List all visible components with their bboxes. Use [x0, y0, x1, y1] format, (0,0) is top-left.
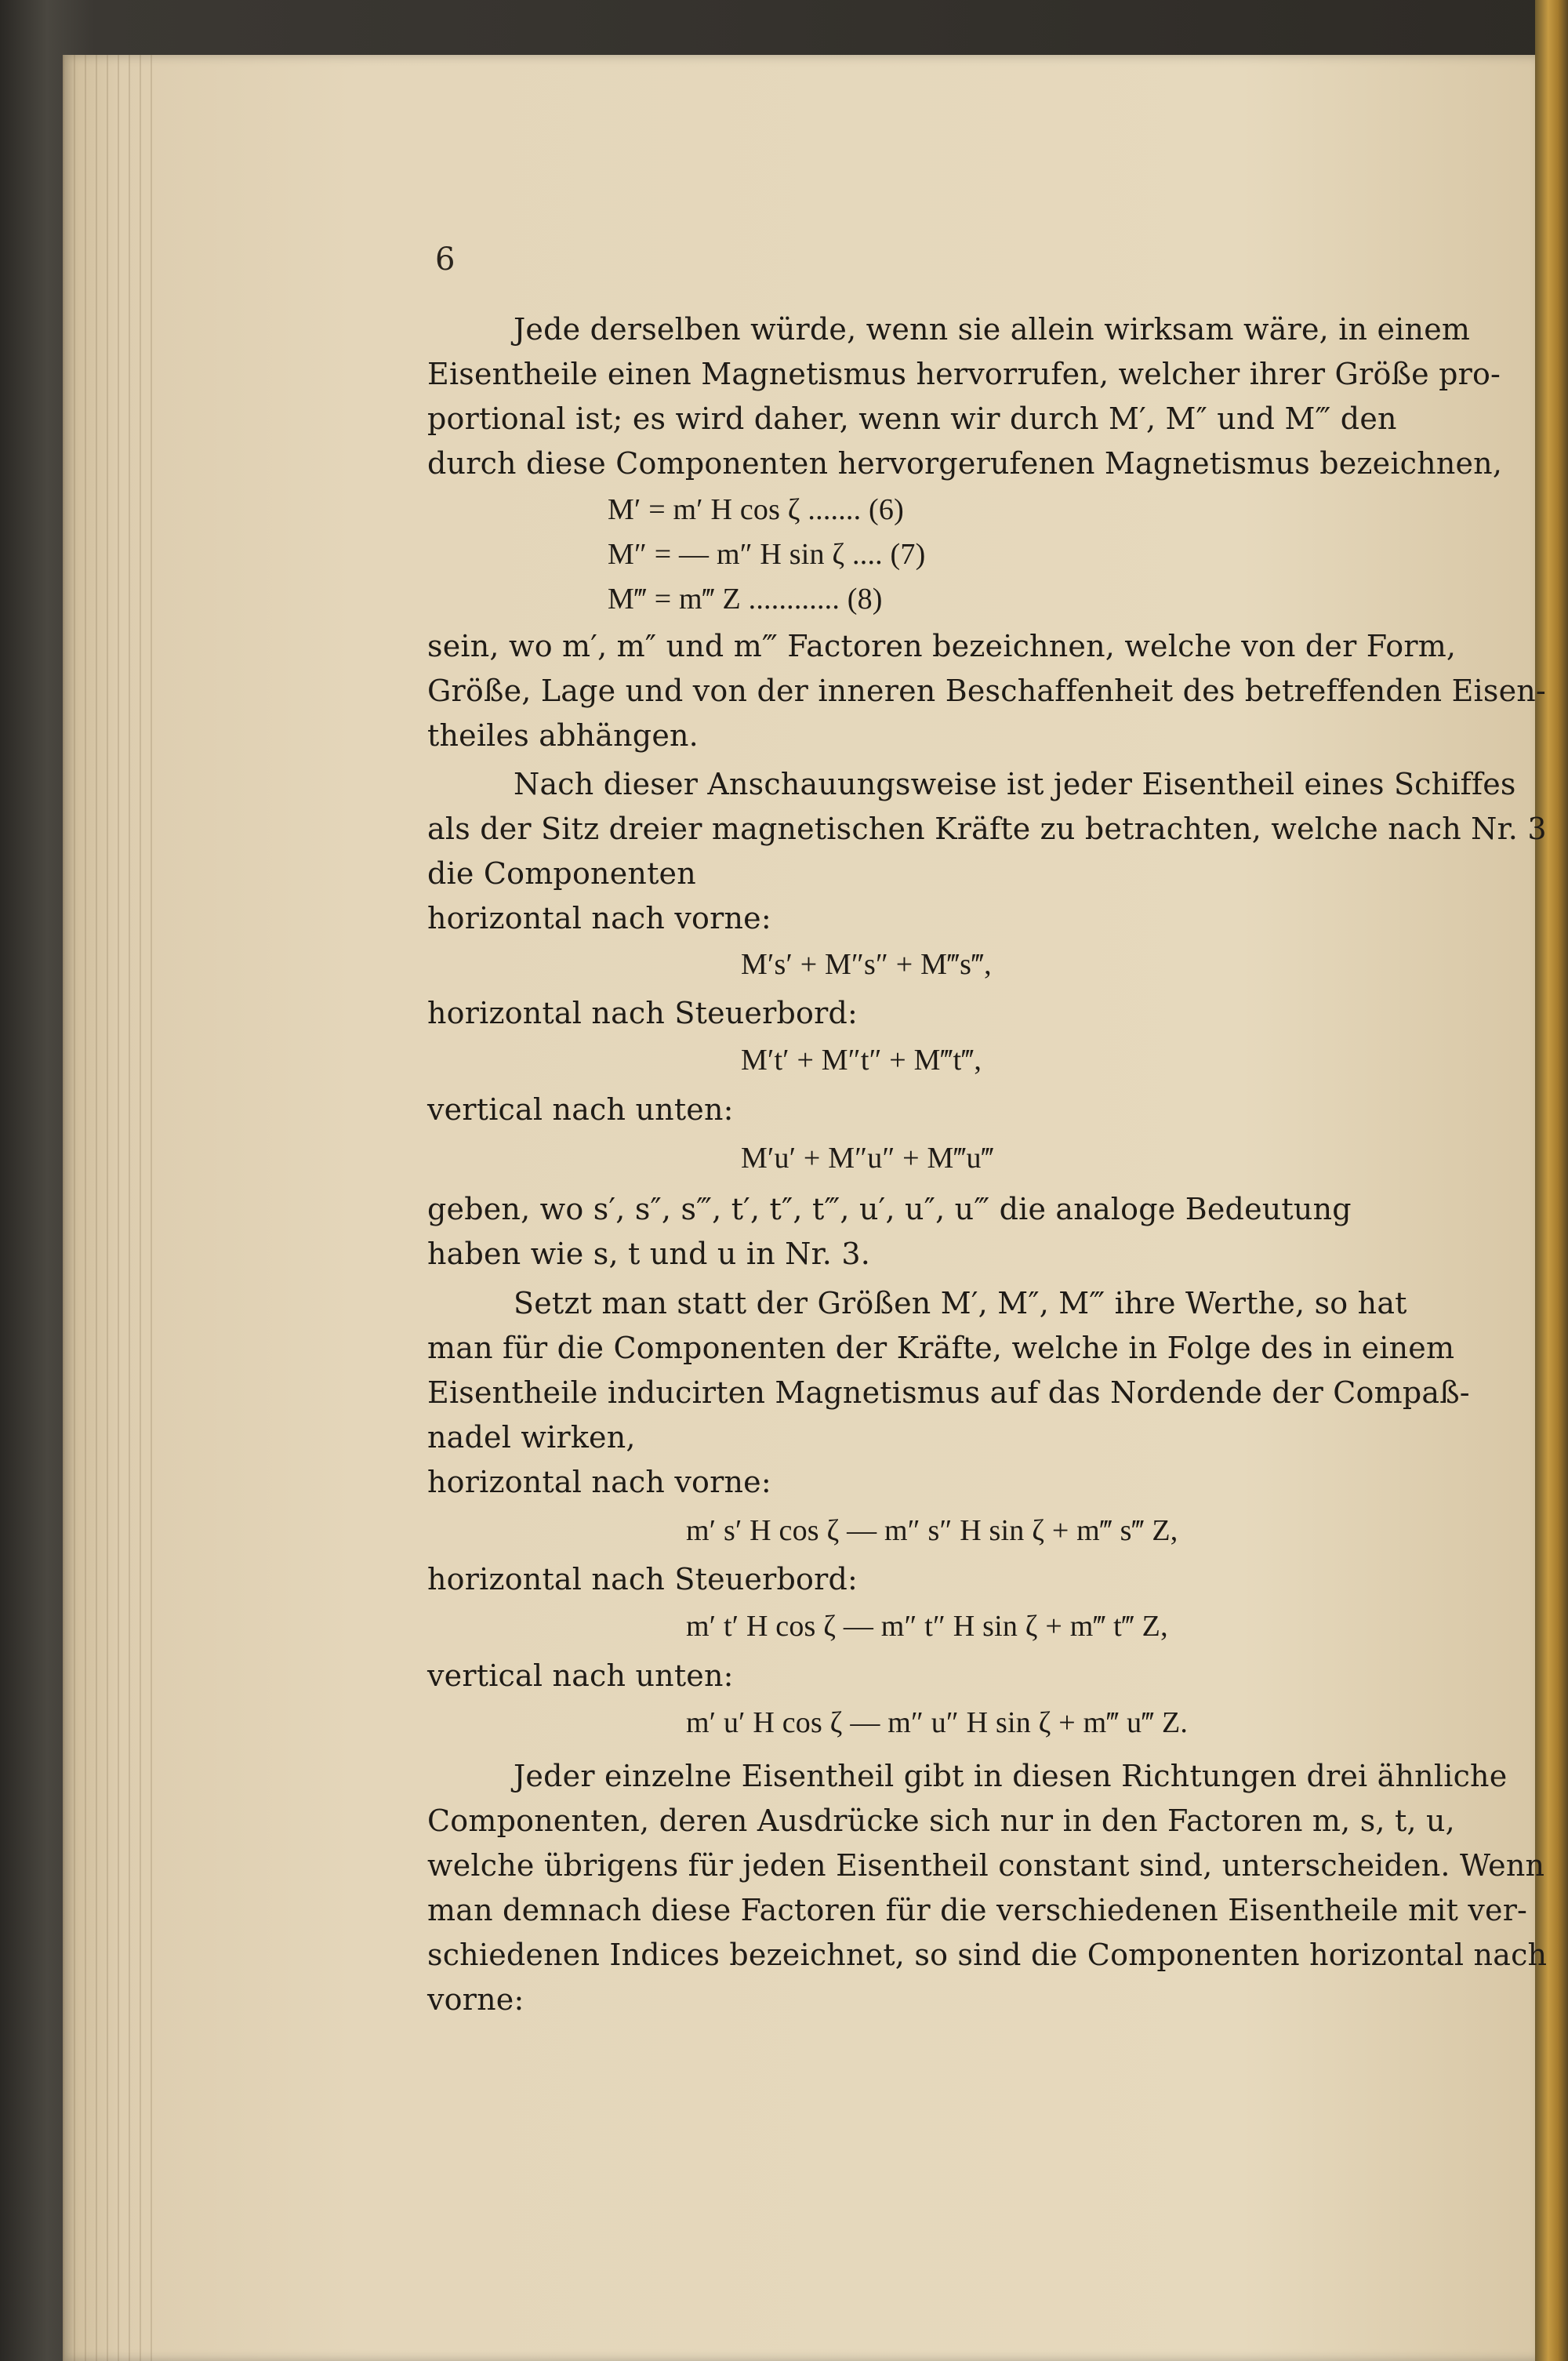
text-line: haben wie s, t und u in Nr. 3.: [427, 1237, 871, 1271]
text-line: theiles abhängen.: [427, 718, 699, 753]
page-number: 6: [435, 242, 456, 278]
text-line: horizontal nach Steuerbord:: [427, 1562, 858, 1596]
text-line: horizontal nach vorne:: [427, 901, 771, 935]
text-line: vorne:: [427, 1982, 524, 2017]
page-stack-edges: [63, 55, 157, 2361]
text-line: horizontal nach vorne:: [427, 1465, 771, 1499]
book-spine-edge: [1535, 0, 1568, 2361]
component-expression: M′s′ + M″s″ + M‴s‴,: [741, 948, 992, 981]
equation-8: M‴ = m‴ Z ............ (8): [608, 583, 883, 616]
text-line: Größe, Lage und von der inneren Beschaffenheit des betreffenden Eisen-: [427, 674, 1546, 708]
component-expression: M′u′ + M″u″ + M‴u‴: [741, 1142, 994, 1175]
text-line: welche übrigens für jeden Eisentheil constant sind, unterscheiden. Wenn: [427, 1848, 1545, 1883]
component-formula: m′ t′ H cos ζ — m″ t″ H sin ζ + m‴ t‴ Z,: [686, 1610, 1168, 1643]
text-line: man demnach diese Factoren für die verschiedenen Eisentheile mit ver-: [427, 1893, 1528, 1927]
text-line: Jede derselben würde, wenn sie allein wirksam wäre, in einem: [514, 312, 1471, 347]
text-line: Setzt man statt der Größen M′, M″, M‴ ihre Werthe, so hat: [514, 1286, 1407, 1320]
text-line: sein, wo m′, m″ und m‴ Factoren bezeichnen, welche von der Form,: [427, 629, 1457, 663]
text-line: Eisentheile inducirten Magnetismus auf das Nordende der Compaß-: [427, 1375, 1470, 1410]
component-expression: M′t′ + M″t″ + M‴t‴,: [741, 1044, 982, 1077]
text-line: vertical nach unten:: [427, 1658, 734, 1693]
text-line: Nach dieser Anschauungsweise ist jeder Eisentheil eines Schiffes: [514, 767, 1516, 801]
text-line: Eisentheile einen Magnetismus hervorrufen, welcher ihrer Größe pro-: [427, 357, 1501, 391]
text-line: die Componenten: [427, 856, 696, 891]
text-line: horizontal nach Steuerbord:: [427, 996, 858, 1030]
equation-6: M′ = m′ H cos ζ ....... (6): [608, 493, 904, 526]
text-line: durch diese Componenten hervorgerufenen Magnetismus bezeichnen,: [427, 446, 1503, 481]
text-line: nadel wirken,: [427, 1420, 636, 1455]
text-line: Jeder einzelne Eisentheil gibt in diesen Richtungen drei ähnliche: [514, 1759, 1508, 1793]
text-line: portional ist; es wird daher, wenn wir durch M′, M″ und M‴ den: [427, 401, 1397, 436]
text-line: man für die Componenten der Kräfte, welche in Folge des in einem: [427, 1331, 1455, 1365]
text-line: Componenten, deren Ausdrücke sich nur in den Factoren m, s, t, u,: [427, 1803, 1455, 1838]
component-formula: m′ s′ H cos ζ — m″ s″ H sin ζ + m‴ s‴ Z,: [686, 1514, 1178, 1547]
component-formula: m′ u′ H cos ζ — m″ u″ H sin ζ + m‴ u‴ Z.: [686, 1706, 1189, 1739]
text-line: geben, wo s′, s″, s‴, t′, t″, t‴, u′, u″, u‴ die analoge Bedeutung: [427, 1192, 1352, 1226]
text-line: schiedenen Indices bezeichnet, so sind die Componenten horizontal nach: [427, 1938, 1548, 1972]
text-line: als der Sitz dreier magnetischen Kräfte zu betrachten, welche nach Nr. 3: [427, 812, 1547, 846]
text-line: vertical nach unten:: [427, 1092, 734, 1127]
equation-7: M″ = — m″ H sin ζ .... (7): [608, 538, 926, 571]
